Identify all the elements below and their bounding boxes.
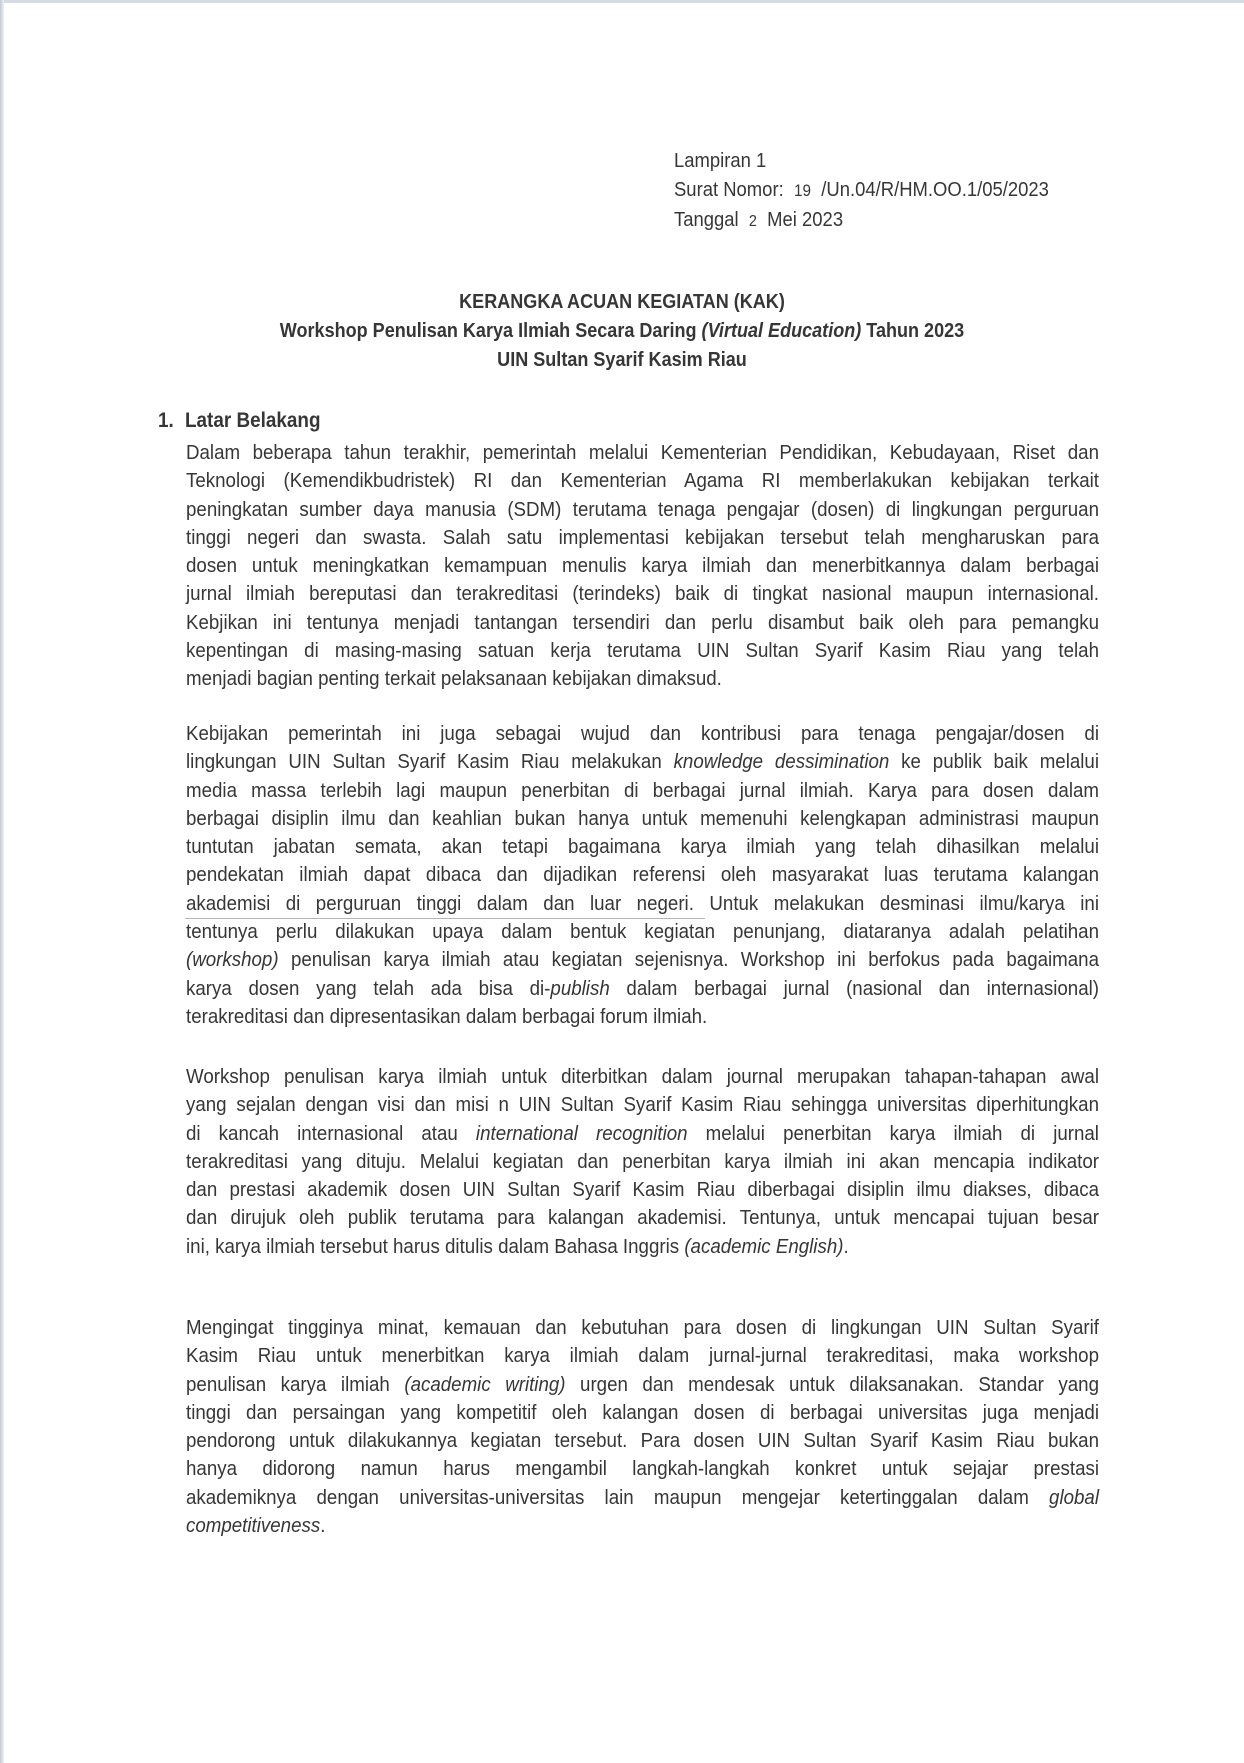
text-line: hanya didorong namun harus mengambil langkah-langkah konkret untuk sejajar prestasi (186, 1457, 1099, 1481)
title-line-1: KERANGKA ACUAN KEGIATAN (KAK) (459, 290, 785, 313)
text-line: penulisan karya ilmiah (academic writing) urgen dan mendesak untuk dilaksanakan. Standar yang (186, 1372, 1099, 1396)
letter-number: Surat Nomor: 19 /Un.04/R/HM.OO.1/05/2023 (674, 178, 1049, 201)
text-line: Workshop penulisan karya ilmiah untuk diterbitkan dalam journal merupakan tahapan-tahapan awal (186, 1065, 1099, 1088)
handwritten-number: 19 (793, 181, 812, 200)
text-line: competitiveness. (186, 1514, 326, 1538)
text-line: terakreditasi dan dipresentasikan dalam berbagai forum ilmiah. (186, 1004, 708, 1028)
text-line: dan prestasi akademik dosen UIN Sultan Syarif Kasim Riau diberbagai disiplin ilmu diakses, dibaca (186, 1178, 1099, 1202)
text-line: akademiknya dengan universitas-universitas lain maupun mengejar ketertinggalan dalam global (186, 1485, 1099, 1509)
paragraph-4 (186, 1314, 1186, 1540)
text-line: Teknologi (Kemendikbudristek) RI dan Kementerian Agama RI memberlakukan kebijakan terkait (186, 469, 1099, 493)
text-line: akademisi di perguruan tinggi dalam dan luar negeri. Untuk melakukan desminasi ilmu/karya ini (186, 891, 1099, 915)
text-line: ini, karya ilmiah tersebut harus ditulis dalam Bahasa Inggris (academic English). (186, 1234, 849, 1258)
scan-artifact-line (185, 918, 705, 919)
paragraph-1 (186, 439, 1186, 694)
letter-reference-block (674, 146, 1049, 236)
text-line: Kasim Riau untuk menerbitkan karya ilmiah dalam jurnal-jurnal terakreditasi, maka workshop (186, 1344, 1099, 1368)
text-line: tentunya perlu dilakukan upaya dalam bentuk kegiatan penunjang, diataranya adalah pelatihan (186, 920, 1099, 944)
handwritten-day: 2 (748, 213, 757, 230)
scan-edge-top (0, 0, 1244, 3)
document-title (0, 287, 1244, 374)
scan-edge-left (0, 0, 4, 1763)
text-line: yang sejalan dengan visi dan misi n UIN Sultan Syarif Kasim Riau sehingga universitas diperhitungkan (186, 1093, 1099, 1117)
text-line: Mengingat tingginya minat, kemauan dan kebutuhan para dosen di lingkungan UIN Sultan Syarif (186, 1316, 1099, 1339)
text-line: tinggi dan persaingan yang kompetitif oleh kalangan dosen di berbagai universitas juga menjadi (186, 1400, 1099, 1424)
text-line: kepentingan di masing-masing satuan kerja terutama UIN Sultan Syarif Kasim Riau yang telah (186, 639, 1099, 663)
section-heading (158, 406, 321, 435)
text-line: Dalam beberapa tahun terakhir, pemerintah melalui Kementerian Pendidikan, Kebudayaan, Riset dan (186, 441, 1099, 464)
letter-date: Tanggal 2 Mei 2023 (674, 208, 844, 231)
text-line: tinggi negeri dan swasta. Salah satu implementasi kebijakan tersebut telah mengharuskan para (186, 525, 1099, 549)
text-line: Kebjikan ini tentunya menjadi tantangan tersendiri dan perlu disambut baik oleh para pemangku (186, 610, 1099, 634)
text-line: berbagai disiplin ilmu dan keahlian bukan hanya untuk memenuhi kelengkapan administrasi maupun (186, 806, 1099, 830)
text-line: Kebijakan pemerintah ini juga sebagai wujud dan kontribusi para tenaga pengajar/dosen di (186, 722, 1099, 745)
text-line: menjadi bagian penting terkait pelaksanaan kebijakan dimaksud. (186, 667, 722, 691)
text-line: terakreditasi yang dituju. Melalui kegiatan dan penerbitan karya ilmiah ini akan mencapia indikator (186, 1149, 1099, 1173)
attachment-label: Lampiran 1 (674, 149, 767, 172)
text-line: pendekatan ilmiah dapat dibaca dan dijadikan referensi oleh masyarakat luas terutama kalangan (186, 863, 1099, 887)
text-line: pendorong untuk dilakukannya kegiatan tersebut. Para dosen UIN Sultan Syarif Kasim Riau bukan (186, 1429, 1099, 1453)
section-title: Latar Belakang (185, 409, 321, 432)
section-number: 1. (158, 409, 174, 432)
text-line: dan dirujuk oleh publik terutama para kalangan akademisi. Tentunya, untuk mencapai tujuan besar (186, 1206, 1099, 1230)
text-line: peningkatan sumber daya manusia (SDM) terutama tenaga pengajar (dosen) di lingkungan perguruan (186, 497, 1099, 521)
text-line: di kancah internasional atau international recognition melalui penerbitan karya ilmiah di jurnal (186, 1121, 1099, 1145)
title-line-3: UIN Sultan Syarif Kasim Riau (497, 348, 747, 371)
text-line: jurnal ilmiah bereputasi dan terakreditasi (terindeks) baik di tingkat nasional maupun internasional. (186, 582, 1099, 606)
title-line-2: Workshop Penulisan Karya Ilmiah Secara Daring (Virtual Education) Tahun 2023 (279, 319, 965, 342)
text-line: media massa terlebih lagi maupun penerbitan di berbagai jurnal ilmiah. Karya para dosen dalam (186, 778, 1099, 802)
text-line: dosen untuk meningkatkan kemampuan menulis karya ilmiah dan menerbitkannya dalam berbagai (186, 554, 1099, 578)
text-line: (workshop) penulisan karya ilmiah atau kegiatan sejenisnya. Workshop ini berfokus pada bagaimana (186, 948, 1099, 972)
paragraph-2 (186, 720, 1186, 1031)
paragraph-3 (186, 1063, 1186, 1261)
text-line: karya dosen yang telah ada bisa di-publish dalam berbagai jurnal (nasional dan internasional) (186, 976, 1099, 1000)
text-line: tuntutan jabatan semata, akan tetapi bagaimana karya ilmiah yang telah dihasilkan melalui (186, 835, 1099, 859)
text-line: lingkungan UIN Sultan Syarif Kasim Riau melakukan knowledge dessimination ke publik baik melalui (186, 750, 1099, 774)
